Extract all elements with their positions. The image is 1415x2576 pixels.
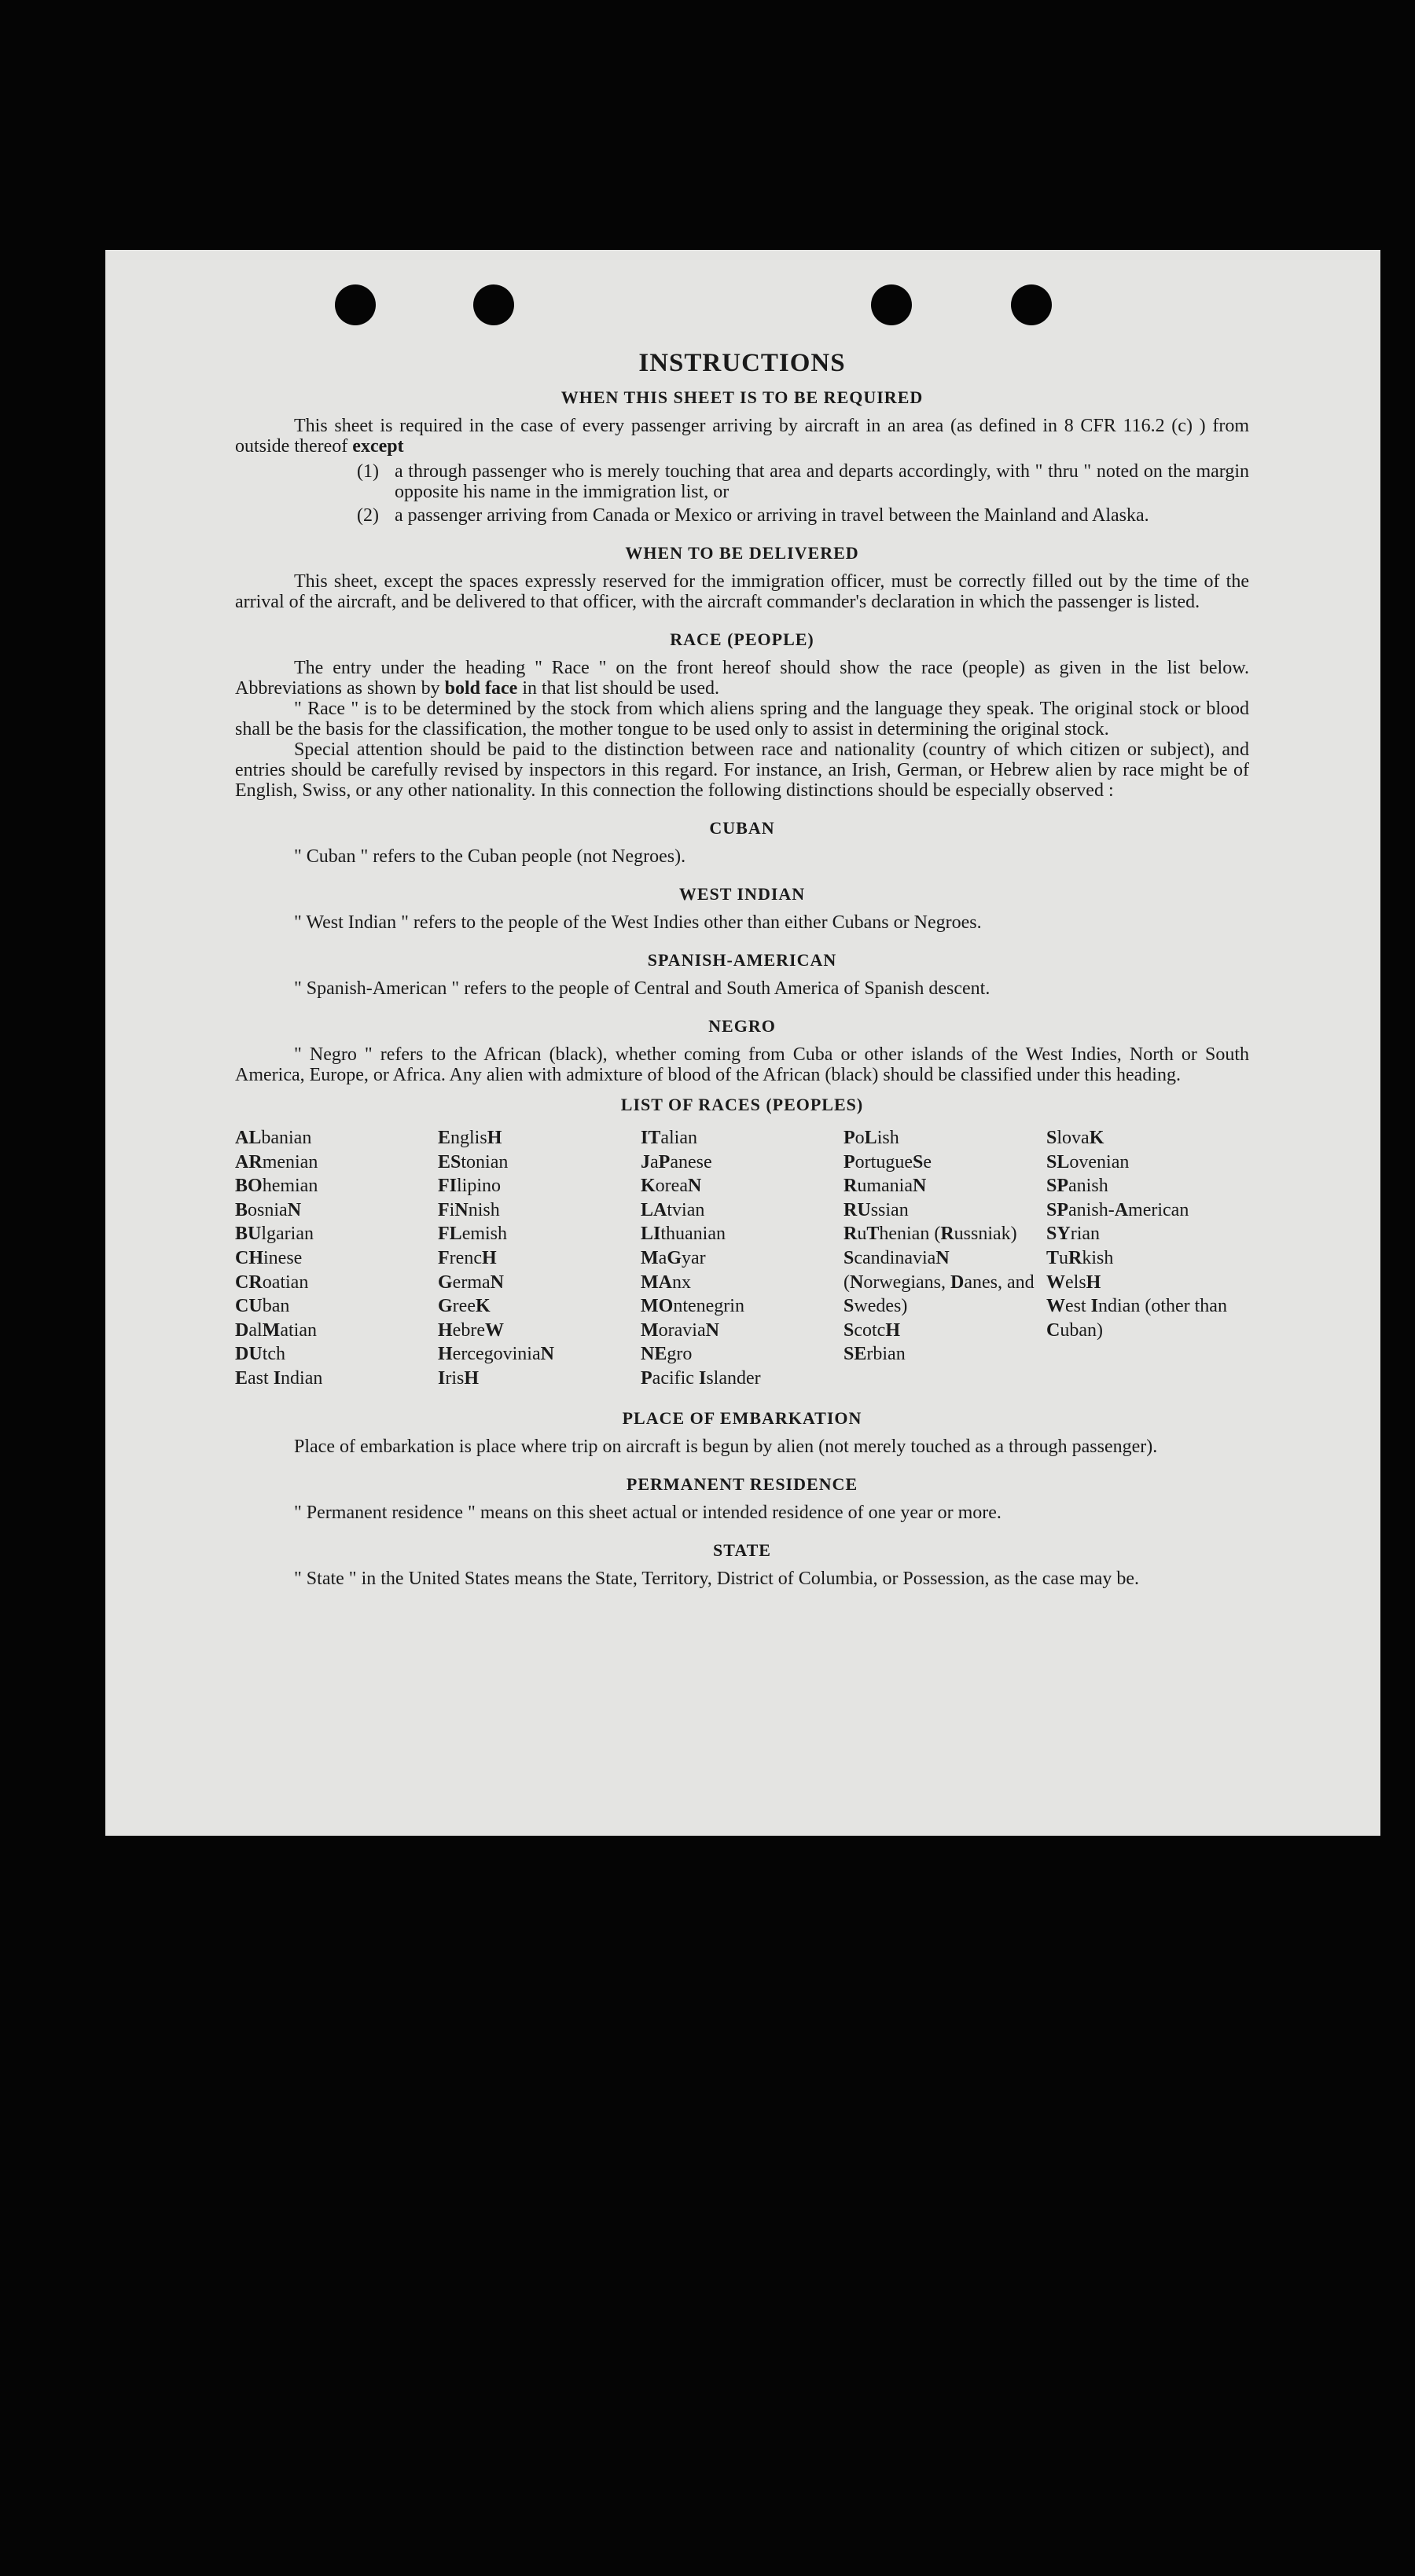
punch-hole xyxy=(871,284,912,325)
race-item: NEgro xyxy=(641,1344,693,1365)
race-item: ScotcH xyxy=(843,1319,901,1341)
spanish-american-text: " Spanish-American " refers to the people of Central and South America of Spanish descent. xyxy=(294,978,990,999)
race-item: WelsH xyxy=(1046,1271,1101,1293)
punch-hole xyxy=(1011,284,1052,325)
race-item: West Indian (other than Cuban) xyxy=(1046,1296,1227,1341)
race-item: CUban xyxy=(235,1296,290,1317)
race-item: FiNnish xyxy=(438,1199,500,1220)
heading-spanish-american: SPANISH-AMERICAN xyxy=(647,950,837,970)
race-item: GermaN xyxy=(438,1271,504,1293)
race-item: PortugueSe xyxy=(843,1151,932,1172)
heading-list-of-races: LIST OF RACES (PEOPLES) xyxy=(620,1095,864,1114)
race-item: RUssian xyxy=(843,1199,909,1220)
race-item: MoraviaN xyxy=(641,1319,719,1341)
heading-embarkation: PLACE OF EMBARKATION xyxy=(622,1407,862,1428)
race-paragraph-1: The entry under the heading " Race " on the front hereof should show the race (people) as given in the list below. Abbreviations as shown by bold face in that list should be used. xyxy=(235,658,1249,699)
race-item: SPanish xyxy=(1046,1176,1108,1197)
race-item: LIthuanian xyxy=(641,1224,726,1245)
race-item: FrencH xyxy=(438,1247,497,1268)
race-item: MaGyar xyxy=(641,1247,706,1268)
race-item: HercegoviniaN xyxy=(438,1344,554,1365)
heading-negro: NEGRO xyxy=(708,1016,776,1036)
race-paragraph-2: " Race " is to be determined by the stock from which aliens spring and the language they speak. The original stock or blood shall be the basis for the classification, the mother tongue to be used only to assist in determining the original stock. xyxy=(235,699,1249,739)
when-delivered-text: This sheet, except the spaces expressly reserved for the immigration officer, must be correctly filled out by the time of the arrival of the aircraft, and be delivered to that officer, with the aircraft commander's declaration in which the passenger is listed. xyxy=(235,571,1249,612)
race-item: JaPanese xyxy=(641,1151,712,1172)
instructions-content xyxy=(235,349,1249,1589)
race-item: SYrian xyxy=(1046,1224,1101,1245)
race-item: ScandinaviaN (Norwegians, Danes, and Swedes) xyxy=(843,1247,1035,1317)
heading-state: STATE xyxy=(713,1539,771,1560)
race-item: HebreW xyxy=(438,1319,504,1341)
punch-hole xyxy=(335,284,376,325)
race-item: TuRkish xyxy=(1046,1247,1114,1268)
races-column xyxy=(641,1126,843,1391)
race-item: Pacific Islander xyxy=(641,1367,761,1389)
when-required-intro: This sheet is required in the case of every passenger arriving by aircraft in an area (as defined in 8 CFR 116.2 (c) ) from outside thereof except xyxy=(235,416,1249,457)
list-item: (1) a through passenger who is merely touching that area and departs accordingly, with " thru " noted on the margin opposite his name in the immigration list, or xyxy=(357,461,1249,502)
heading-when-delivered: WHEN TO BE DELIVERED xyxy=(625,543,859,563)
residence-text: " Permanent residence " means on this sheet actual or intended residence of one year or more. xyxy=(294,1502,1002,1523)
race-item: BUlgarian xyxy=(235,1224,314,1245)
race-item: ALbanian xyxy=(235,1128,312,1148)
list-item: (2) a passenger arriving from Canada or Mexico or arriving in travel between the Mainland and Alaska. xyxy=(357,505,1149,526)
race-item: SlovaK xyxy=(1046,1128,1104,1148)
races-column xyxy=(1046,1126,1249,1391)
race-item: EStonian xyxy=(438,1151,509,1172)
west-indian-text: " West Indian " refers to the people of the West Indies other than either Cubans or Negroes. xyxy=(294,912,982,933)
heading-west-indian: WEST INDIAN xyxy=(678,884,806,904)
race-item: RumaniaN xyxy=(843,1176,927,1197)
race-item: SLovenian xyxy=(1046,1151,1130,1172)
state-text: " State " in the United States means the State, Territory, District of Columbia, or Possession, as the case may be. xyxy=(294,1568,1140,1589)
negro-text: " Negro " refers to the African (black), whether coming from Cuba or other islands of the West Indies, North or South America, Europe, or Africa. Any alien with admixture of blood of the African (black) should be classified under this heading. xyxy=(235,1044,1249,1085)
races-column xyxy=(235,1126,438,1391)
race-item: SPanish-American xyxy=(1046,1199,1189,1220)
race-item: BosniaN xyxy=(235,1199,302,1220)
race-item: DalMatian xyxy=(235,1319,317,1341)
race-item: ITalian xyxy=(641,1128,697,1148)
embarkation-text: Place of embarkation is place where trip on aircraft is begun by alien (not merely touched as a through passenger). xyxy=(294,1436,1158,1457)
race-item: MAnx xyxy=(641,1271,691,1293)
race-item: RuThenian (Russniak) xyxy=(843,1224,1017,1245)
exception-list xyxy=(357,461,1249,526)
race-item: DUtch xyxy=(235,1344,286,1365)
races-list xyxy=(235,1126,1249,1391)
race-item: FLemish xyxy=(438,1224,508,1245)
race-item: BOhemian xyxy=(235,1176,318,1197)
race-item: FIlipino xyxy=(438,1176,502,1197)
heading-race: RACE (PEOPLE) xyxy=(670,629,814,649)
cuban-text: " Cuban " refers to the Cuban people (not Negroes). xyxy=(294,846,686,867)
races-column xyxy=(438,1126,641,1391)
heading-when-required: WHEN THIS SHEET IS TO BE REQUIRED xyxy=(560,387,924,407)
race-paragraph-3: Special attention should be paid to the distinction between race and nationality (country of which citizen or subject), and entries should be carefully revised by inspectors in this regard. For instance, an Irish, German, or Hebrew alien by race might be of English, Swiss, or any other nationality. In this connection the following distinctions should be especially observed : xyxy=(235,739,1249,801)
heading-cuban: CUBAN xyxy=(709,818,775,838)
race-item: East Indian xyxy=(235,1367,323,1389)
race-item: KoreaN xyxy=(641,1176,702,1197)
heading-residence: PERMANENT RESIDENCE xyxy=(626,1473,858,1494)
race-item: PoLish xyxy=(843,1128,899,1148)
instruction-sheet xyxy=(105,250,1380,1836)
race-item: IrisH xyxy=(438,1367,480,1389)
race-item: ARmenian xyxy=(235,1151,318,1172)
race-item: SErbian xyxy=(843,1344,906,1365)
race-item: EnglisH xyxy=(438,1128,502,1148)
race-item: CRoatian xyxy=(235,1271,309,1293)
races-column xyxy=(843,1126,1046,1391)
page-title: INSTRUCTIONS xyxy=(638,349,846,377)
race-item: MOntenegrin xyxy=(641,1296,744,1317)
race-item: GreeK xyxy=(438,1296,491,1317)
race-item: CHinese xyxy=(235,1247,303,1268)
race-item: LAtvian xyxy=(641,1199,705,1220)
punch-hole xyxy=(473,284,514,325)
